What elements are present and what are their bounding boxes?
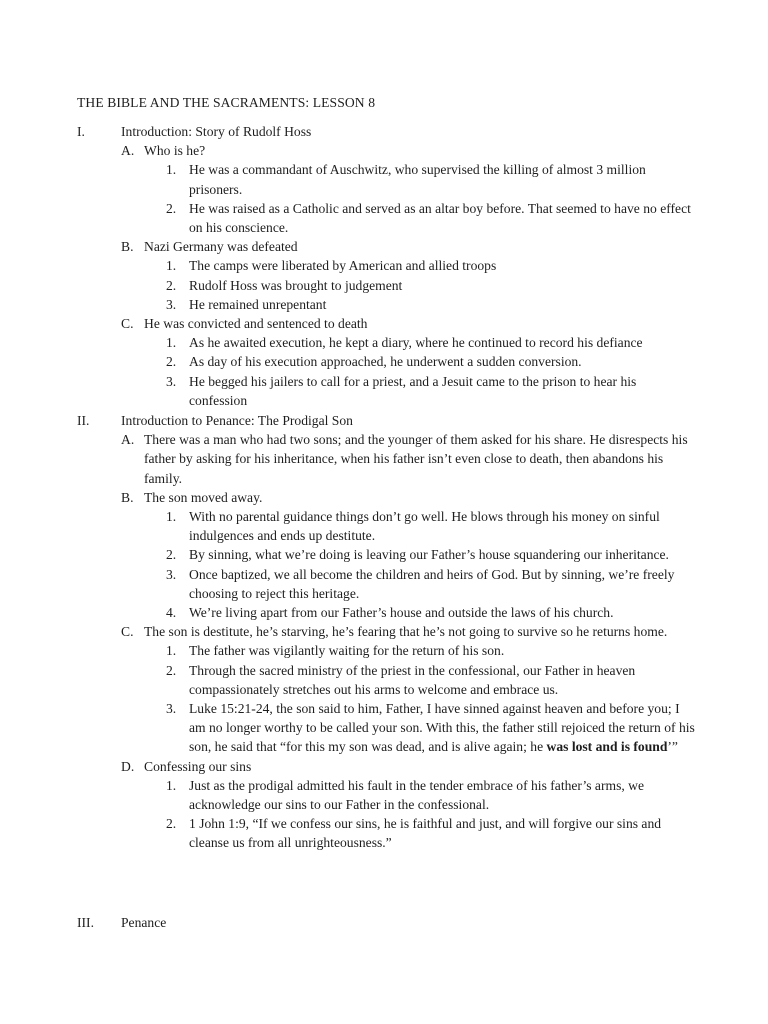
item-text: With no parental guidance things don’t go well. He blows through his money on sinful indulgences and ends up destitute. xyxy=(189,509,660,544)
item-text: He remained unrepentant xyxy=(189,296,327,312)
section-heading xyxy=(77,913,697,932)
subsection-text: The son moved away. xyxy=(144,489,263,505)
item-marker: 1. xyxy=(166,162,177,178)
subsection-c xyxy=(121,622,697,756)
subsection-a xyxy=(121,141,697,237)
subsection-marker: A. xyxy=(121,143,135,159)
item-text: Rudolf Hoss was brought to judgement xyxy=(189,277,403,293)
item-marker: 3. xyxy=(166,566,177,582)
subsection-text: There was a man who had two sons; and the younger of them asked for his share. He disrespects his father by asking for his inheritance, when his father isn’t even close to death, then abandons his family. xyxy=(144,432,688,486)
list-item xyxy=(166,160,697,198)
section-number: II. xyxy=(77,413,90,428)
item-marker: 4. xyxy=(166,605,177,621)
item-marker: 2. xyxy=(166,816,177,832)
item-text: 1 John 1:9, “If we confess our sins, he is faithful and just, and will forgive our sins and cleanse us from all unrighteousness.” xyxy=(189,816,662,851)
item-text: He was raised as a Catholic and served as an altar boy before. That seemed to have no effect on his conscience. xyxy=(189,200,691,235)
item-text: The camps were liberated by American and allied troops xyxy=(189,258,497,274)
item-text: He was a commandant of Auschwitz, who supervised the killing of almost 3 million prisoners. xyxy=(189,162,646,197)
item-text: He begged his jailers to call for a priest, and a Jesuit came to the prison to hear his confession xyxy=(189,373,637,408)
item-text: Once baptized, we all become the children and heirs of God. But by sinning, we’re freely choosing to reject this heritage. xyxy=(189,566,675,601)
list-item xyxy=(166,372,697,410)
subsection-a xyxy=(121,430,697,488)
item-marker: 2. xyxy=(166,547,177,563)
section-2 xyxy=(77,411,697,853)
section-heading xyxy=(77,411,697,430)
list-item xyxy=(166,545,697,564)
list-item xyxy=(166,256,697,275)
item-text: We’re living apart from our Father’s house and outside the laws of his church. xyxy=(189,605,614,621)
item-marker: 2. xyxy=(166,662,177,678)
item-text: Through the sacred ministry of the priest in the confessional, our Father in heaven compassionately stretches out his arms to welcome and embrace us. xyxy=(189,662,636,697)
subsection-marker: B. xyxy=(121,489,134,505)
item-marker: 1. xyxy=(166,643,177,659)
item-marker: 2. xyxy=(166,200,177,216)
section-3 xyxy=(77,913,697,932)
subsection-d xyxy=(121,757,697,853)
item-text: As day of his execution approached, he underwent a sudden conversion. xyxy=(189,354,582,370)
item-marker: 2. xyxy=(166,277,177,293)
item-text: As he awaited execution, he kept a diary, where he continued to record his defiance xyxy=(189,335,643,351)
item-marker: 3. xyxy=(166,296,177,312)
section-number: III. xyxy=(77,915,94,930)
document-title: THE BIBLE AND THE SACRAMENTS: LESSON 8 xyxy=(77,95,376,110)
list-item xyxy=(166,814,697,852)
item-marker: 3. xyxy=(166,373,177,389)
list-item xyxy=(166,295,697,314)
list-item xyxy=(166,641,697,660)
list-item xyxy=(166,699,697,757)
section-heading xyxy=(77,122,697,141)
subsection-text: Who is he? xyxy=(144,143,206,159)
subsection-marker: B. xyxy=(121,239,134,255)
list-item xyxy=(166,661,697,699)
section-number: I. xyxy=(77,124,85,139)
list-item xyxy=(166,333,697,352)
item-text: The father was vigilantly waiting for the return of his son. xyxy=(189,643,505,659)
subsection-marker: C. xyxy=(121,624,134,640)
subsection-text: The son is destitute, he’s starving, he’s fearing that he’s not going to survive so he returns home. xyxy=(144,624,668,640)
item-marker: 1. xyxy=(166,777,177,793)
item-marker: 1. xyxy=(166,335,177,351)
section-title: Introduction: Story of Rudolf Hoss xyxy=(121,124,312,139)
list-item xyxy=(166,603,697,622)
subsection-b xyxy=(121,488,697,622)
item-marker: 1. xyxy=(166,258,177,274)
list-item xyxy=(166,276,697,295)
section-title: Penance xyxy=(121,915,167,930)
item-text: By sinning, what we’re doing is leaving our Father’s house squandering our inheritance. xyxy=(189,547,669,563)
subsection-marker: A. xyxy=(121,432,135,448)
subsection-b xyxy=(121,237,697,314)
subsection-text: He was convicted and sentenced to death xyxy=(144,316,368,332)
item-marker: 1. xyxy=(166,509,177,524)
subsection-text: Confessing our sins xyxy=(144,758,252,774)
section-1 xyxy=(77,122,697,410)
subsection-marker: D. xyxy=(121,758,135,774)
list-item xyxy=(166,199,697,237)
item-text xyxy=(189,699,697,757)
list-item xyxy=(166,507,697,545)
section-title: Introduction to Penance: The Prodigal Son xyxy=(121,413,353,428)
subsection-text: Nazi Germany was defeated xyxy=(144,239,298,255)
luke-quote-text: Luke 15:21-24, the son said to him, Father, I have sinned against heaven and before you; I am no longer worthy to be called your son. With this, the father still rejoiced the return of his son, he said that “for this my son was dead, and is alive again; he xyxy=(189,701,695,755)
subsection-c xyxy=(121,314,697,410)
list-item xyxy=(166,352,697,371)
item-text: Just as the prodigal admitted his fault in the tender embrace of his father’s arms, we acknowledge our sins to our Father in the confessional. xyxy=(189,777,645,813)
item-marker: 3. xyxy=(166,701,177,717)
item-marker: 2. xyxy=(166,354,177,370)
list-item xyxy=(166,565,697,603)
luke-quote-bold: was lost and is found xyxy=(546,739,668,755)
subsection-marker: C. xyxy=(121,316,134,332)
luke-quote-tail: ’” xyxy=(667,739,678,755)
list-item xyxy=(166,776,697,814)
